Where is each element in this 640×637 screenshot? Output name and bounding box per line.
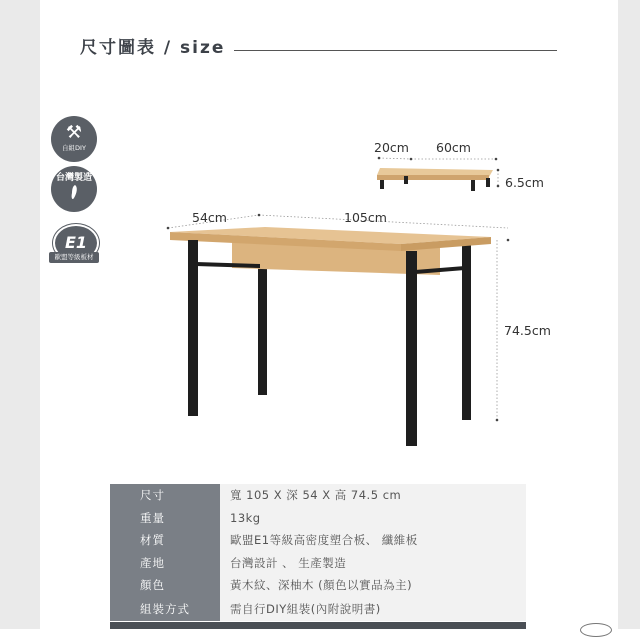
monitor-shelf [377, 168, 493, 191]
spec-value: 寬 105 X 深 54 X 高 74.5 cm [220, 484, 526, 507]
spec-table [110, 484, 526, 621]
e1-caption: 歐盟等級板材 [49, 252, 99, 263]
desk-height-label: 74.5cm [504, 323, 551, 338]
diy-caption: 自組DIY [62, 144, 86, 152]
table-row [110, 529, 526, 552]
desk-depth-label: 54cm [192, 210, 227, 225]
table-footer-bar [110, 622, 526, 629]
spec-value: 需自行DIY組裝(內附說明書) [220, 597, 526, 621]
tools-icon: ⚒ [65, 122, 83, 143]
table-row [110, 484, 526, 507]
page-title: 尺寸圖表 / size [80, 38, 226, 58]
spec-value: 13kg [220, 507, 526, 530]
e1-mark: E1 [64, 233, 88, 252]
corner-handle [580, 623, 612, 637]
spec-key: 產地 [110, 552, 220, 575]
shelf-height-label: 6.5cm [505, 175, 544, 190]
spec-value: 黃木紋、深柚木 (顏色以實品為主) [220, 574, 526, 597]
table-row [110, 574, 526, 597]
shelf-width-label: 60cm [436, 140, 471, 155]
spec-value: 歐盟E1等級高密度塑合板、 纖維板 [220, 529, 526, 552]
taiwan-caption: 台灣製造 [55, 173, 92, 183]
table-row [110, 552, 526, 575]
spec-key: 顏色 [110, 574, 220, 597]
desk [170, 227, 491, 446]
spec-key: 尺寸 [110, 484, 220, 507]
spec-key: 重量 [110, 507, 220, 530]
spec-key: 組裝方式 [110, 597, 220, 621]
desk-width-label: 105cm [344, 210, 387, 225]
spec-value: 台灣設計 、 生產製造 [220, 552, 526, 575]
spec-key: 材質 [110, 529, 220, 552]
table-row [110, 507, 526, 530]
table-row [110, 597, 526, 621]
shelf-depth-label: 20cm [374, 140, 409, 155]
